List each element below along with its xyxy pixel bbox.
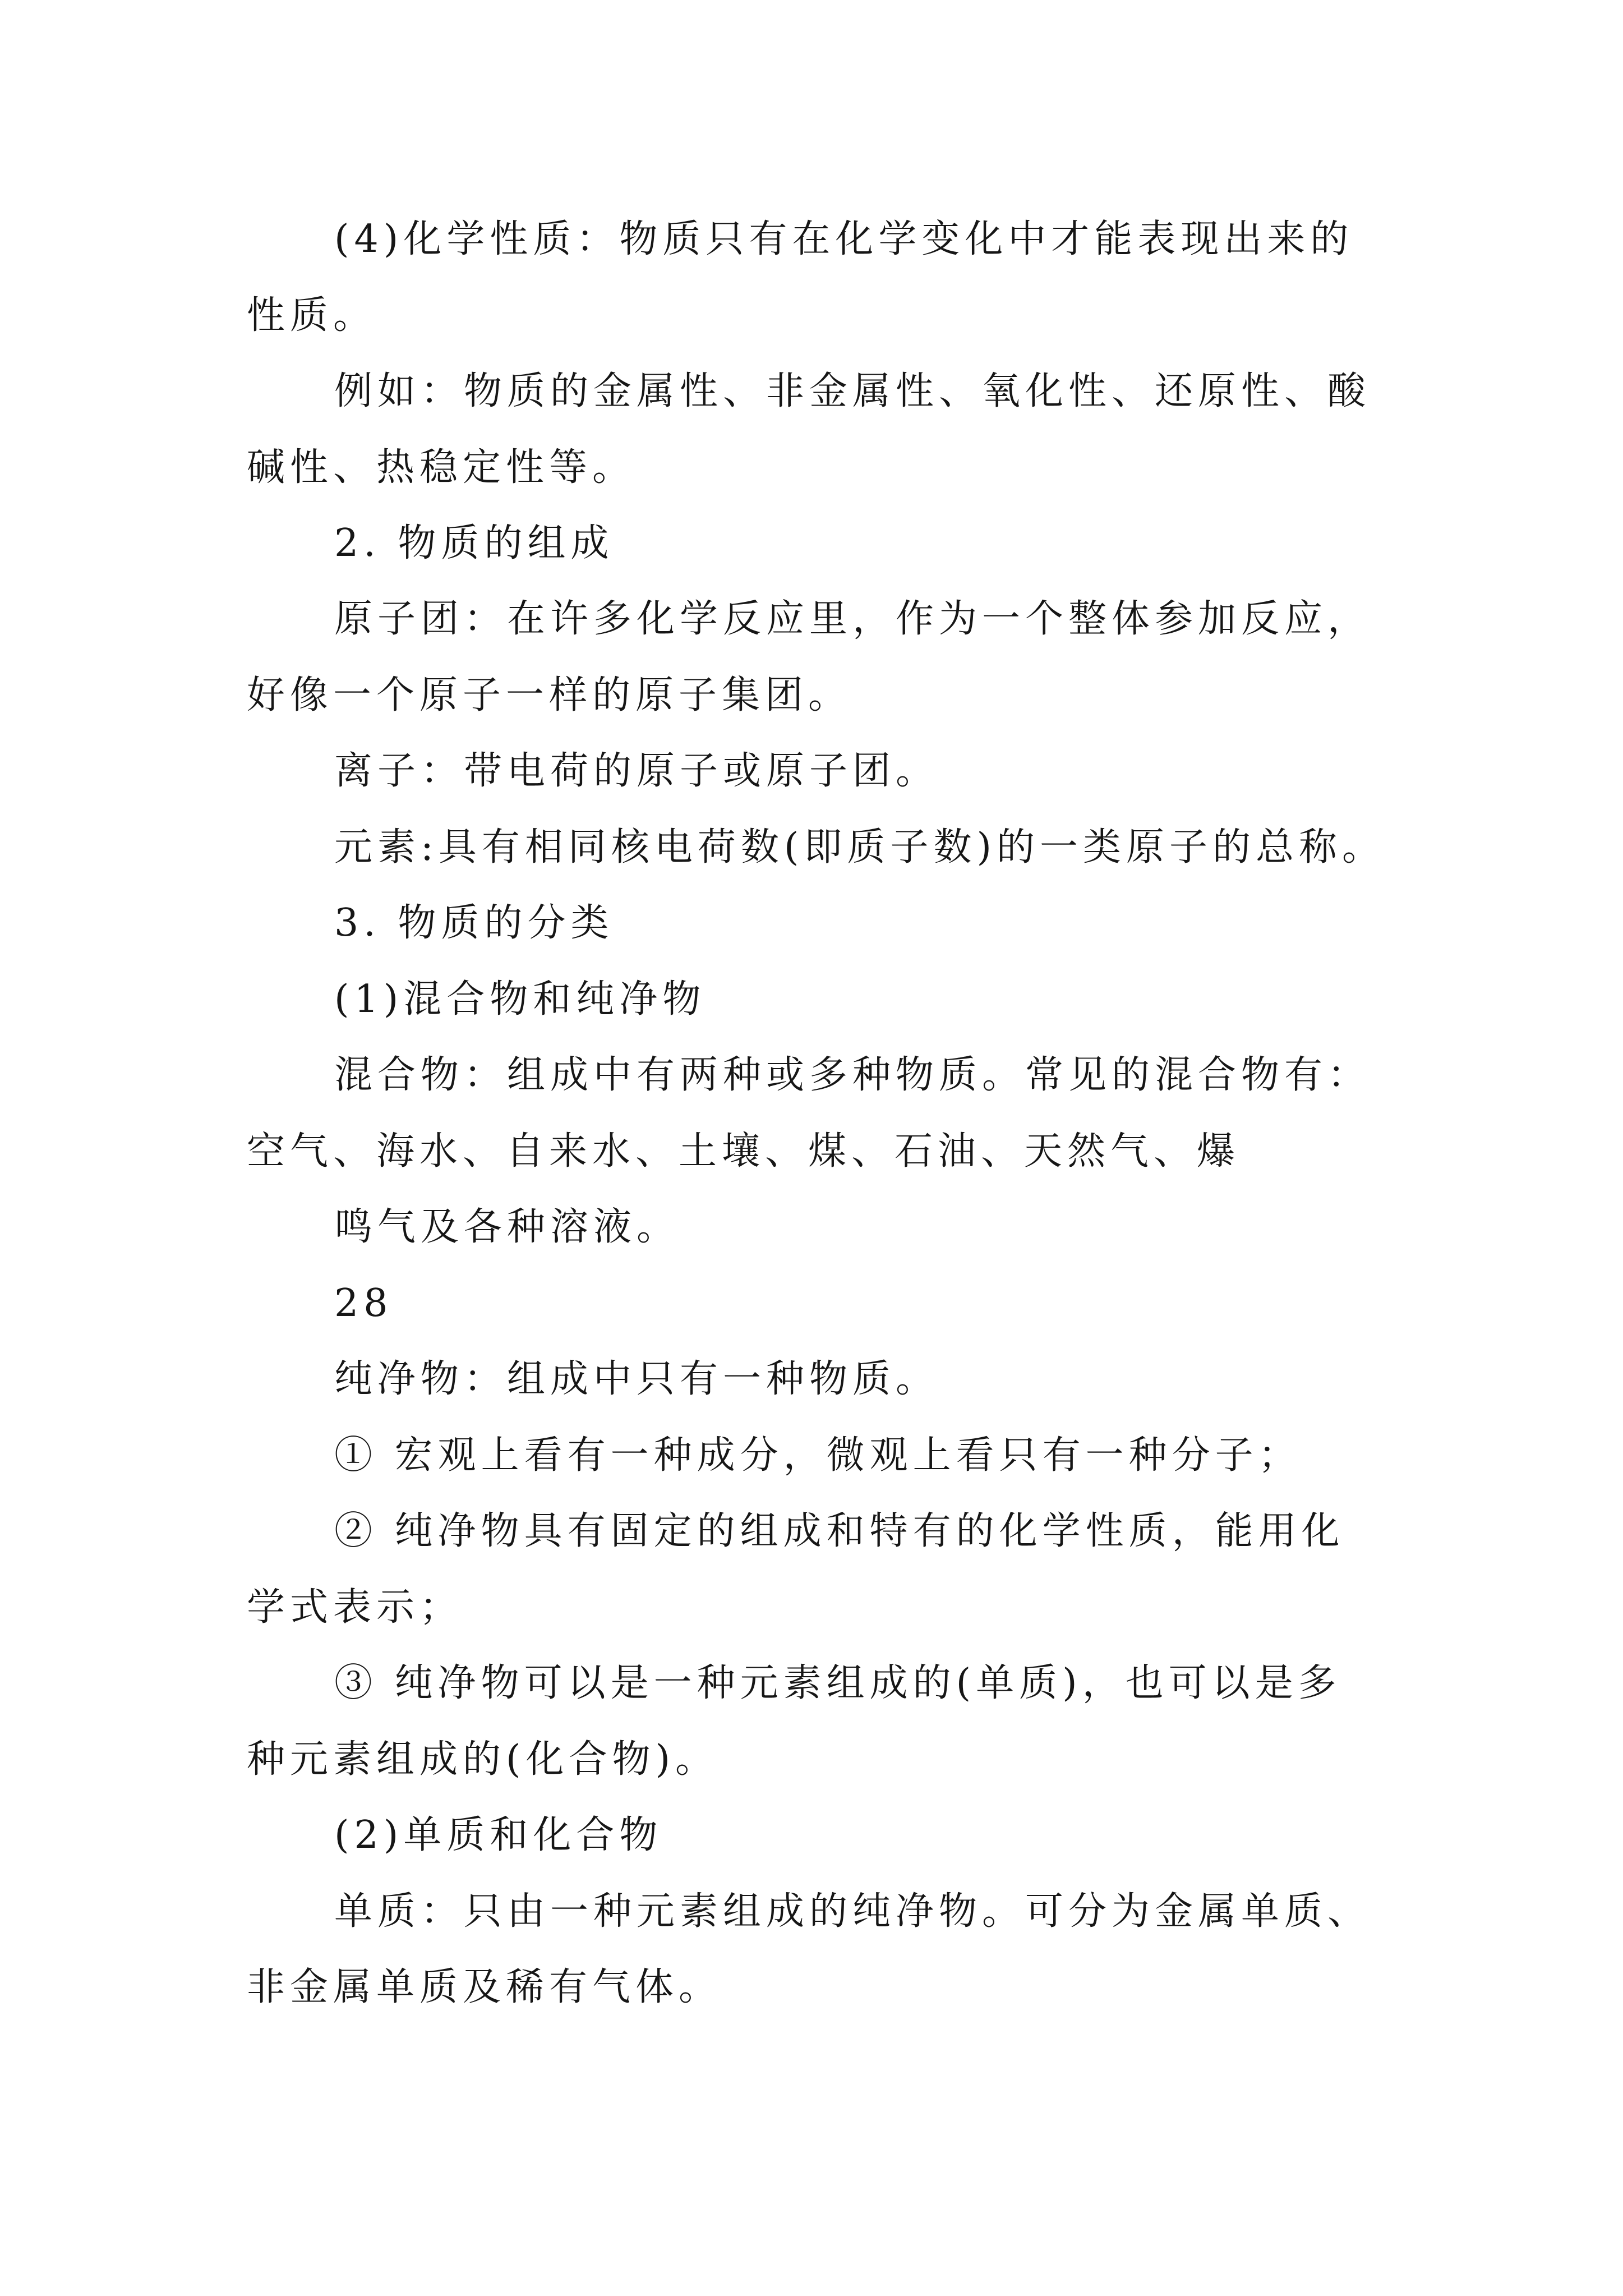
text-line: 鸣气及各种溶液。 xyxy=(334,1205,680,1249)
text-line: 性质。 xyxy=(247,293,377,338)
text-line: 原子团：在许多化学反应里，作为一个整体参加反应， xyxy=(334,597,1371,641)
text-line: (4)化学性质：物质只有在化学变化中才能表现出来的 xyxy=(334,217,1354,261)
page-number: 28 xyxy=(334,1281,393,1326)
text-line: 空气、海水、自来水、土壤、煤、石油、天然气、爆 xyxy=(247,1129,1241,1174)
list-item: ② 纯净物具有固定的组成和特有的化学性质，能用化 xyxy=(334,1509,1345,1553)
subsection-heading: (2)单质和化合物 xyxy=(334,1813,663,1857)
text-line: 例如：物质的金属性、非金属性、氧化性、还原性、酸 xyxy=(334,369,1371,413)
text-line: 非金属单质及稀有气体。 xyxy=(247,1965,722,2009)
section-heading: 3. 物质的分类 xyxy=(334,901,614,945)
text-line: 单质：只由一种元素组成的纯净物。可分为金属单质、 xyxy=(334,1889,1371,1934)
list-item: ③ 纯净物可以是一种元素组成的(单质)，也可以是多 xyxy=(334,1661,1341,1705)
section-heading: 2. 物质的组成 xyxy=(334,521,614,565)
text-line: 学式表示； xyxy=(247,1585,463,1630)
text-line: 离子：带电荷的原子或原子团。 xyxy=(334,749,939,793)
text-line: 元素:具有相同核电荷数(即质子数)的一类原子的总称。 xyxy=(334,825,1385,869)
text-line: 混合物：组成中有两种或多种物质。常见的混合物有： xyxy=(334,1053,1371,1097)
text-line: 种元素组成的(化合物)。 xyxy=(247,1737,719,1782)
text-line: 好像一个原子一样的原子集团。 xyxy=(247,673,852,717)
text-line: 纯净物：组成中只有一种物质。 xyxy=(334,1357,939,1401)
subsection-heading: (1)混合物和纯净物 xyxy=(334,977,706,1022)
text-line: 碱性、热稳定性等。 xyxy=(247,445,636,490)
list-item: ① 宏观上看有一种成分，微观上看只有一种分子； xyxy=(334,1433,1302,1478)
